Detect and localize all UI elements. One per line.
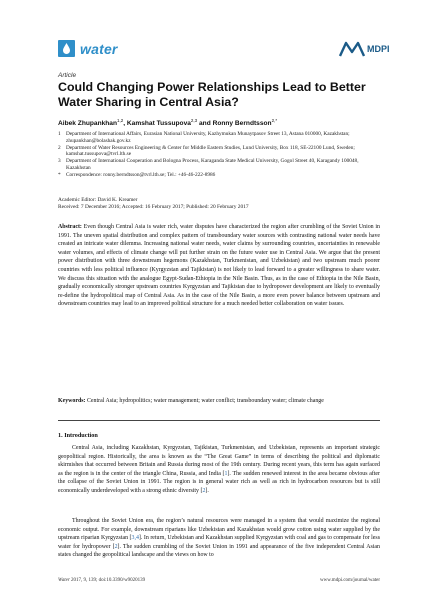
mdpi-mark-icon (338, 40, 366, 58)
author-name[interactable]: Kamshat Tussupova (126, 120, 191, 128)
water-drop-icon (58, 40, 75, 57)
section-heading: 1. Introduction (58, 432, 98, 439)
academic-editor: Academic Editor: David K. Kreamer (58, 197, 138, 203)
citation-link[interactable]: 3,4 (131, 535, 139, 542)
affiliation-key: 1 (58, 131, 61, 137)
author-affiliation-marker: 1,2 (116, 118, 124, 123)
affiliation-text: Department of Water Resources Engineering & Center for Middle Eastern Studies, Lund University, Box 118, SE-22100 Lund, Sweden; kamshat.tussupova@tvrl.lth.se (66, 144, 355, 158)
affiliation-key: 2 (58, 144, 61, 151)
author-separator: , (123, 120, 127, 128)
citation-link[interactable]: 2 (202, 487, 206, 494)
affiliations (58, 131, 378, 179)
footer-citation (58, 578, 145, 583)
paragraph-text: Throughout the Soviet Union era, the region’s natural resources were managed in a system that would maximize the regional economic output. For example, downstream riparians like Uzbekistan and Kazakhstan would grow cotton using water supplied by the upstream riparian Kyrgyzstan [ (58, 518, 380, 542)
paper-title: Could Changing Power Relationships Lead to Better Water Sharing in Central Asia? (58, 80, 366, 109)
author-separator: and (197, 120, 213, 128)
author-name[interactable]: Ronny Berndtsson (212, 120, 272, 128)
affiliation-text: Department of International Affairs, Eurasian National University, Kazhymukan Munaytpasov Street 13, Astana 010000, Kazakhstan; zhupankhan@bolashak.gov.kz (66, 131, 350, 144)
paragraph-text: ]. (205, 487, 209, 494)
affiliation-key: * (58, 171, 61, 178)
journal-name: water (80, 40, 118, 57)
paragraph-text: Central Asia, including Kazakhstan, Kyrgyzstan, Tajikistan, Turkmenistan, and Uzbekistan, represents an important strategic geopolitical region. Historically, the area is known as the “The Great Game” in terms of describing the political and diplomatic skirmishes that occurred between Britain and Russia during most of the 19th century. During recent years, this term has again surfaced as the region is in the center of the triangle China, Russia, and India [ (58, 445, 380, 477)
citation-link[interactable]: 1 (224, 470, 228, 477)
abstract (58, 223, 380, 309)
author-name[interactable]: Aibek Zhupankhan (58, 120, 117, 128)
publication-dates: Received: 7 December 2016; Accepted: 16 February 2017; Published: 20 February 2017 (58, 204, 249, 210)
affiliation-item (58, 131, 378, 145)
author-affiliation-marker: 2,* (271, 118, 278, 123)
correspondence-item (58, 172, 378, 179)
correspondence-text[interactable]: Correspondence: ronny.berndtsson@tvrl.lth.se; Tel.: +46-46-222-8986 (66, 171, 216, 178)
keywords-text: Central Asia; hydropolitics; water management; water conflict; transboundary water; climate change (86, 398, 324, 404)
author-affiliation-marker: 2,3 (190, 118, 198, 123)
article-type: Article (58, 72, 77, 79)
keywords (58, 397, 380, 406)
affiliation-item (58, 158, 378, 172)
page-footer (58, 578, 380, 583)
paragraph-text: ]. In return, Uzbekistan and Kazakhstan supplied Kyrgyzstan with coal and gas to compensate for less water for hydropower [ (58, 535, 380, 550)
affiliation-text: Department of International Cooperation and Bologna Process, Karaganda State Medical University, Gogol Street 40, Karagandy 100048, Kazakhstan (66, 158, 359, 171)
citation-link[interactable]: 2 (114, 543, 118, 550)
journal-logo[interactable] (58, 40, 118, 57)
body-paragraph-2 (58, 517, 380, 560)
author-list (58, 118, 378, 127)
paragraph-text: ]. The sudden renewed interest in the area became obvious after the collapse of the Soviet Union in 1991. The region is in general water rich as well as rich in hydrocarbon resources but is still economically underdeveloped with a strong ethnic diversity [ (58, 470, 380, 494)
publisher-name: MDPI (367, 44, 390, 54)
editorial-info (58, 197, 378, 211)
footer-citation-details: 2017, 9, 139; doi:10.3390/w9020139 (69, 578, 146, 583)
paragraph-text: ]. The sudden crumbling of the Soviet Union in 1991 and appearance of the five independent Central Asian states changed the geopolitical landscape and the views on how to (58, 543, 380, 559)
body-paragraph-1 (58, 444, 380, 496)
abstract-label: Abstract: (58, 224, 82, 230)
footer-journal: Water (58, 578, 70, 583)
section-divider (58, 420, 380, 421)
affiliation-key: 3 (58, 158, 61, 165)
footer-url[interactable]: www.mdpi.com/journal/water (320, 578, 380, 583)
abstract-text: Even though Central Asia is water rich, water disputes have characterized the region after crumbling of the Soviet Union in 1991. The uneven spatial distribution and complex pattern of transboundary water sources with contrasting national water needs have created an intricate water dilemma. Increasing national water needs, water claims by surrounding countries, uncertainties in renewable water volumes, and effects of climate change will put further strain on the future water use in Central Asia. We argue that the present power distribution with three downstream hegemons (Kazakhstan, Turkmenistan, and Uzbekistan) and two upstream much poorer countries with less political influence (Kyrgyzstan and Tajikistan) is not likely to lead forward to a greater willingness to share water. We discuss this situation with the analogue Egypt-Sudan-Ethiopia in the Nile Basin. Thus, as in the case of Ethiopia in the Nile Basin, gradually economically stronger upstream countries Kyrgyzstan and Tajikistan due to hydropower development are likely to eventually re-define the hydropolitical map of Central Asia. As in the case of the Nile Basin, a more even power balance between upstream and downstream countries may lead to an improved political structure for a much needed better collaboration on water issues. (58, 224, 380, 308)
keywords-label: Keywords: (58, 398, 86, 404)
publisher-logo[interactable] (338, 40, 390, 58)
affiliation-item (58, 145, 378, 159)
